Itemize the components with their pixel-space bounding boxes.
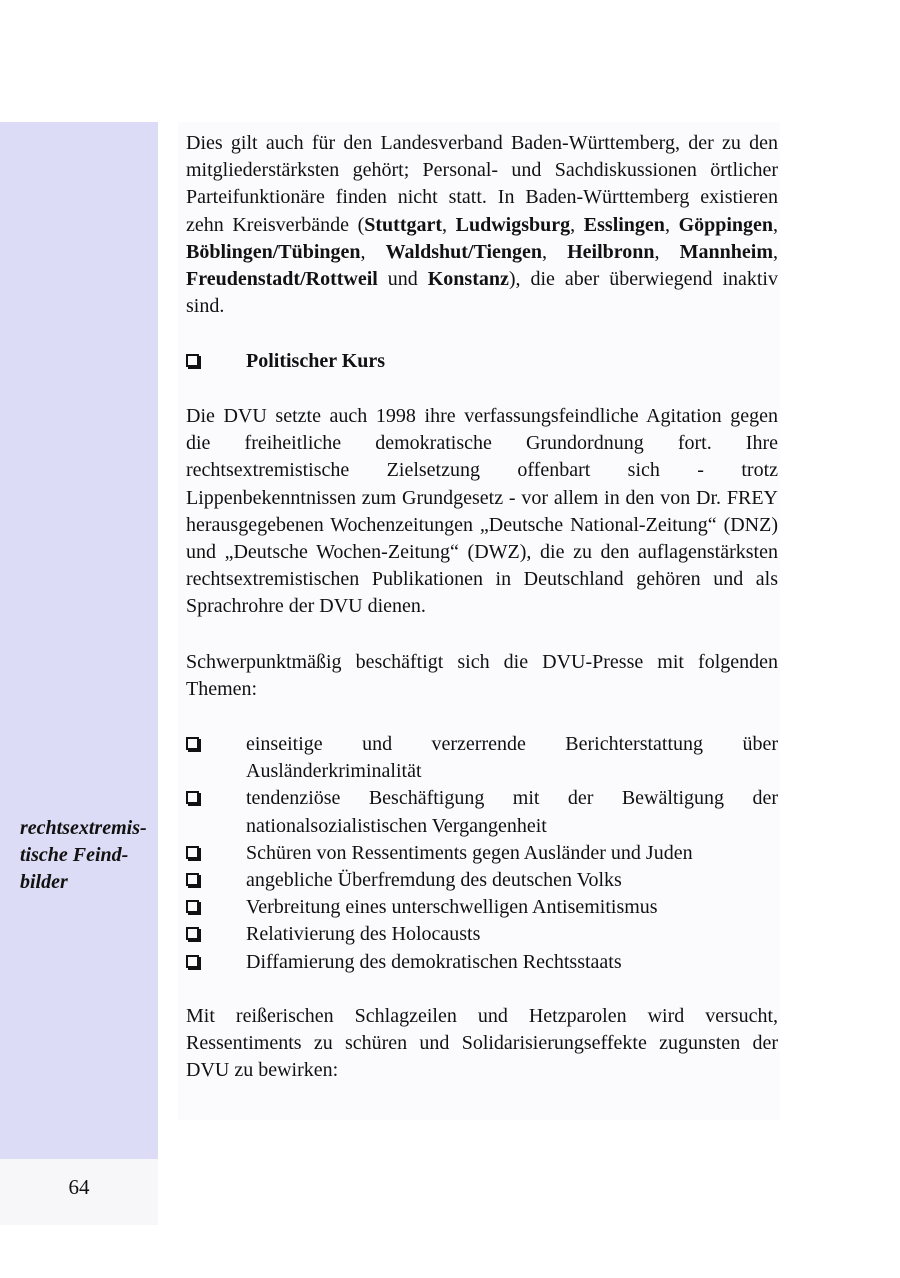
topic-list: [186, 731, 778, 976]
topic-text: Relativierung des Holocausts: [246, 923, 481, 946]
district-name: Esslingen: [583, 213, 665, 236]
paragraph-headlines: [186, 1003, 778, 1085]
margin-sidebar: [0, 122, 158, 1159]
paragraph-state-association: [186, 130, 778, 320]
paragraph-text: Schwerpunktmäßig beschäftigt sich die DVU-Presse mit folgenden Themen:: [186, 651, 778, 701]
district-name: Freudenstadt/Rottweil: [186, 268, 378, 291]
paragraph-text: Mit reißerischen Schlagzeilen und Hetzparolen wird versucht, Ressentiments zu schüren und Solidarisierungseffekte zugunsten der DVU zu bewirken:: [186, 1005, 778, 1082]
margin-note: [20, 815, 158, 897]
district-name: Waldshut/Tiengen: [385, 240, 542, 263]
page-number: 64: [68, 1175, 90, 1199]
paragraph-text: Dies gilt auch für den Landesverband Baden-Württemberg, der zu den mitgliederstärksten gehört; Personal- und Sachdiskussionen örtlicher Parteifunktionäre finden nicht statt. In Baden-Württemberg existieren zehn Kreisverbände (: [186, 132, 778, 236]
checkbox-bullet-icon: [186, 955, 199, 968]
checkbox-bullet-icon: [186, 873, 199, 886]
topic-text: Verbreitung eines unterschwelligen Antisemitismus: [246, 896, 658, 919]
topic-item: [186, 921, 778, 948]
topic-item: [186, 867, 778, 894]
margin-note-line: rechtsextremis-: [20, 817, 147, 839]
district-name: Mannheim: [679, 240, 773, 263]
district-name: Göppingen: [678, 213, 774, 236]
paragraph-text: ), die aber überwiegend inaktiv sind.: [186, 268, 778, 318]
checkbox-bullet-icon: [186, 927, 199, 940]
checkbox-bullet-icon: [186, 900, 199, 913]
paragraph-political-course: [186, 403, 778, 621]
paragraph-topics-intro: [186, 649, 778, 703]
district-name: Konstanz: [427, 268, 509, 291]
topic-item: [186, 894, 778, 921]
paragraph-text: Die DVU setzte auch 1998 ihre verfassungsfeindliche Agitation gegen die freiheitliche demokratische Grundordnung fort. Ihre rechtsextremistische Zielsetzung offenbart sich - trotz Lippenbekenntnissen zum Grundgesetz - vor allem in den von Dr. FREY herausgegebenen Wochenzeitungen „Deutsche National-Zeitung“ (DNZ) und „Deutsche Wochen-Zeitung“ (DWZ), die zu den auflagenstärksten rechtsextremistischen Publikationen in Deutschland gehören und als Sprachrohre der DVU dienen.: [186, 405, 778, 618]
checkbox-bullet-icon: [186, 354, 199, 367]
topic-text: Diffamierung des demokratischen Rechtsstaats: [246, 950, 622, 973]
topic-item: [186, 731, 778, 785]
topic-item: [186, 949, 778, 976]
district-list: Stuttgart, Ludwigsburg, Esslingen, Göppingen, Böblingen/Tübingen, Waldshut/Tiengen, Heilbronn, Mannheim, Freudenstadt/Rottweil und Konstanz: [186, 213, 779, 291]
district-name: Heilbronn: [567, 240, 655, 263]
topic-item: [186, 785, 778, 839]
section-title: Politischer Kurs: [246, 350, 386, 372]
topic-text: einseitige und verzerrende Berichterstattung über Ausländerkriminalität: [246, 733, 778, 783]
topic-text: tendenziöse Beschäftigung mit der Bewältigung der nationalsozialistischen Vergangenheit: [246, 787, 778, 837]
district-name: Böblingen/Tübingen: [186, 240, 361, 263]
margin-note-line: bilder: [20, 871, 68, 894]
checkbox-bullet-icon: [186, 791, 199, 804]
district-name: Stuttgart: [364, 213, 443, 236]
checkbox-bullet-icon: [186, 846, 199, 859]
district-name: Ludwigsburg: [455, 213, 571, 236]
topic-text: Schüren von Ressentiments gegen Ausländer und Juden: [246, 841, 693, 864]
checkbox-bullet-icon: [186, 737, 199, 750]
topic-item: [186, 840, 778, 867]
margin-note-line: tische Feind-: [20, 844, 129, 867]
topic-text: angebliche Überfremdung des deutschen Volks: [246, 869, 622, 892]
